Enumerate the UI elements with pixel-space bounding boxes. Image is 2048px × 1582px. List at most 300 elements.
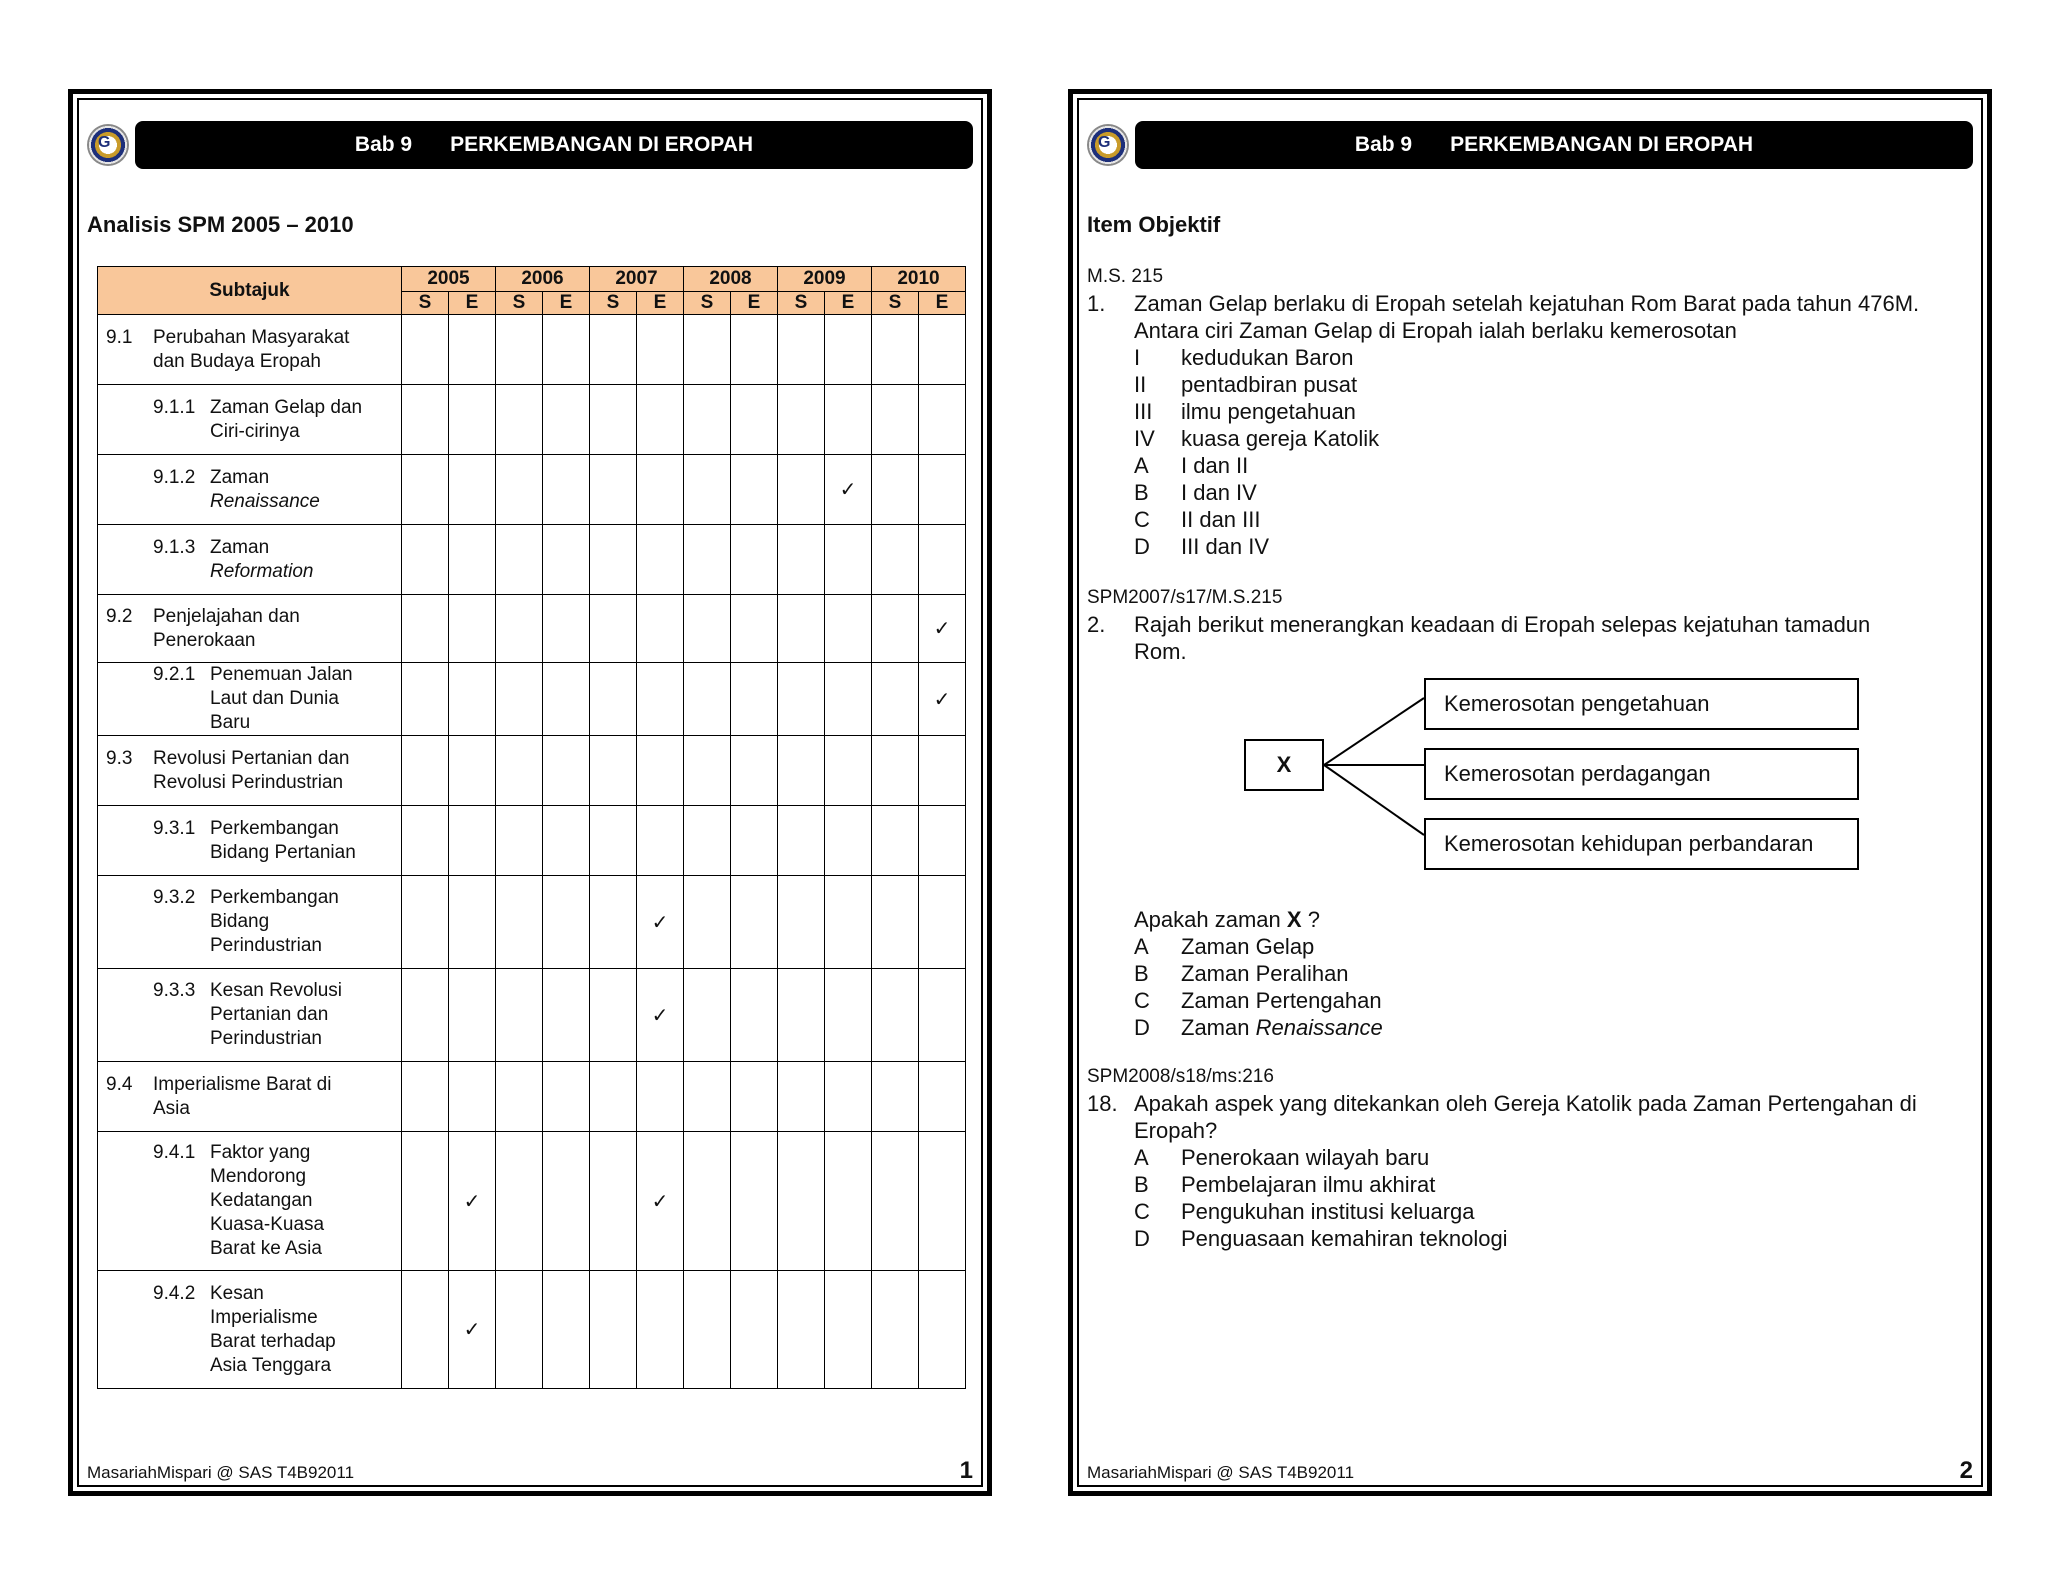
check-cell [637,525,684,595]
check-cell [449,455,496,525]
check-cell [919,525,966,595]
check-cell [919,736,966,806]
subtopic-number [98,1354,210,1378]
question-stem: Antara ciri Zaman Gelap di Eropah ialah berlaku kemerosotan [1134,318,1737,343]
chapter-title: PERKEMBANGAN DI EROPAH [1450,133,1754,156]
subtopic-text: Barat terhadap [210,1330,336,1352]
check-cell [872,1271,919,1389]
option-key: C [1134,988,1150,1013]
check-cell [919,1062,966,1132]
item-key: I [1134,345,1141,370]
check-cell [731,1271,778,1389]
option-text: Pembelajaran ilmu akhirat [1181,1172,1436,1197]
check-cell [449,736,496,806]
option-key: D [1134,534,1150,559]
table-row [98,595,966,663]
subtajuk-cell [98,736,402,806]
check-cell [402,385,449,455]
subtopic-number [98,560,210,584]
table-row [98,736,966,806]
check-cell [919,455,966,525]
check-cell [778,315,825,385]
subtopic-number [98,841,210,865]
question-stem: Apakah aspek yang ditekankan oleh Gereja Katolik pada Zaman Pertengahan di [1134,1091,1917,1116]
item-text: pentadbiran pusat [1181,372,1358,397]
check-cell [872,969,919,1062]
check-cell [731,595,778,663]
subtajuk-cell [98,385,402,455]
check-cell [919,876,966,969]
check-cell [731,1132,778,1271]
item-text: ilmu pengetahuan [1181,399,1356,424]
check-cell [872,663,919,736]
check-cell [919,663,966,736]
check-mark-icon: ✓ [651,911,669,934]
check-cell [731,876,778,969]
check-mark-icon: ✓ [933,618,951,640]
item-text: kedudukan Baron [1181,345,1354,370]
option-text: Zaman Gelap [1181,934,1315,959]
se-header: E [731,292,778,315]
check-cell [778,1062,825,1132]
subtopic-text: Asia Tenggara [210,1354,332,1376]
option-key: B [1134,1172,1149,1197]
subtajuk-cell [98,455,402,525]
check-cell [778,806,825,876]
subtopic-text: Asia [153,1097,190,1119]
check-cell [543,1132,590,1271]
page-title: Item Objektif [1087,212,1221,237]
question-source: SPM2008/s18/ms:216 [1087,1066,1274,1087]
subtopic-text: Kedatangan [210,1190,313,1211]
check-cell [872,736,919,806]
subtopic-text: Baru [210,712,251,733]
table-row [98,1271,966,1389]
check-cell [590,876,637,969]
page-1 [68,89,992,1496]
se-header: S [778,292,825,315]
check-mark-icon: ✓ [651,1190,669,1213]
question-number: 18. [1087,1091,1118,1116]
check-cell [543,315,590,385]
check-cell [543,595,590,663]
option-text: I dan II [1181,453,1249,478]
check-cell [496,455,543,525]
check-cell [590,595,637,663]
table-row [98,969,966,1062]
check-cell [543,876,590,969]
check-cell [731,736,778,806]
check-cell [731,455,778,525]
check-cell [684,385,731,455]
check-cell [496,595,543,663]
subtopic-number [98,1213,210,1237]
check-cell [449,876,496,969]
check-cell [778,736,825,806]
check-cell [872,455,919,525]
subtopic-text: Pertanian dan [210,1004,329,1025]
subtopic-text: Bidang [210,911,270,932]
question-stem: Rajah berikut menerangkan keadaan di Eropah selepas kejatuhan tamadun [1134,612,1871,637]
check-cell [402,876,449,969]
check-cell [919,315,966,385]
check-cell [684,595,731,663]
subtopic-number [98,687,210,711]
diagram-box: Kemerosotan perdagangan [1424,748,1859,800]
check-cell [684,1132,731,1271]
table-row [98,315,966,385]
subtopic-text: Renaissance [210,490,320,512]
check-cell [637,736,684,806]
subtopic-number [98,1165,210,1189]
page-number: 2 [1959,1457,1973,1484]
subtopic-text: Penjelajahan dan [153,605,300,627]
page-title: Analisis SPM 2005 – 2010 [87,212,354,237]
check-cell [590,736,637,806]
check-cell [496,876,543,969]
check-cell [449,1062,496,1132]
question-stem: Rom. [1134,639,1187,664]
check-cell [778,663,825,736]
se-header: S [590,292,637,315]
subtopic-number [98,1306,210,1330]
check-cell [590,385,637,455]
check-cell [731,969,778,1062]
year-header: 2005 [402,267,496,292]
diagram-box: Kemerosotan kehidupan perbandaran [1424,818,1859,870]
table-row [98,385,966,455]
subtopic-text: Imperialisme [210,1306,318,1328]
subtopic-text: Zaman [210,536,270,558]
check-mark-icon: ✓ [933,688,951,711]
chapter-title: PERKEMBANGAN DI EROPAH [450,133,754,156]
check-cell [872,385,919,455]
diagram-center-box: X [1244,739,1324,791]
subtopic-text: Perindustrian [210,1028,322,1049]
subtajuk-cell [98,525,402,595]
subtopic-number [98,910,210,934]
question-stem: Eropah? [1134,1118,1218,1143]
check-cell [402,1062,449,1132]
check-cell [825,595,872,663]
option-text: III dan IV [1181,534,1270,559]
chapter-header [135,121,973,169]
table-row [98,455,966,525]
option-text: I dan IV [1181,480,1257,505]
option-key: A [1134,1145,1149,1170]
option-key: D [1134,1226,1150,1251]
se-header: S [496,292,543,315]
option-key: D [1134,1015,1150,1040]
check-cell [449,525,496,595]
check-cell [825,736,872,806]
subtopic-number [98,771,153,795]
check-cell [590,455,637,525]
check-cell [684,969,731,1062]
check-cell [449,595,496,663]
option-key: B [1134,480,1149,505]
subtopic-text: Zaman Gelap dan [210,396,363,418]
check-cell [731,525,778,595]
question-source: SPM2007/s17/M.S.215 [1087,587,1283,608]
question-source: M.S. 215 [1087,266,1164,287]
check-mark-icon: ✓ [463,1190,481,1213]
check-cell [402,1132,449,1271]
subtopic-number [98,934,210,958]
subtopic-number [98,490,210,514]
subtopic-number [98,629,153,653]
option-text: Zaman Peralihan [1181,961,1349,986]
check-cell [449,969,496,1062]
subtajuk-cell [98,1062,402,1132]
check-cell [872,1062,919,1132]
check-cell [684,315,731,385]
check-cell [543,663,590,736]
check-cell [543,1271,590,1389]
chapter-number: Bab 9 [1354,133,1413,156]
item-text: kuasa gereja Katolik [1181,426,1380,451]
footer-credit: MasariahMispari @ SAS T4B92011 [87,1463,355,1482]
chapter-number: Bab 9 [354,133,413,156]
check-cell [402,663,449,736]
check-cell [402,1271,449,1389]
check-cell [778,876,825,969]
check-cell [825,806,872,876]
option-text: II dan III [1181,507,1261,532]
check-cell [825,525,872,595]
check-cell [496,315,543,385]
page-2 [1068,89,1992,1496]
subtajuk-header: Subtajuk [98,267,402,315]
check-cell [684,1271,731,1389]
check-cell [825,1271,872,1389]
check-cell [402,525,449,595]
check-cell [825,876,872,969]
check-cell [637,315,684,385]
item-key: IV [1134,426,1155,451]
check-cell [684,806,731,876]
se-header: E [825,292,872,315]
subtopic-number [98,1097,153,1121]
check-mark-icon: ✓ [651,1004,669,1027]
check-cell [684,455,731,525]
subtopic-number: 9.4 [106,1073,133,1095]
check-cell [778,1132,825,1271]
check-cell [778,595,825,663]
subtopic-number [98,1330,210,1354]
check-cell [731,806,778,876]
subtopic-number [98,1237,210,1261]
check-cell [825,663,872,736]
check-cell [684,1062,731,1132]
subtopic-text: Kesan [210,1282,264,1304]
check-cell [919,385,966,455]
check-cell [825,315,872,385]
check-cell [778,455,825,525]
subtopic-text: Reformation [210,560,314,582]
table-row [98,1062,966,1132]
check-cell [684,525,731,595]
check-cell [590,315,637,385]
check-mark-icon: ✓ [463,1319,481,1341]
analysis-table [97,266,966,1389]
check-cell [449,1271,496,1389]
subtajuk-cell [98,1271,402,1389]
check-cell [496,1062,543,1132]
check-cell [637,385,684,455]
check-cell [731,663,778,736]
diagram-box: Kemerosotan pengetahuan [1424,678,1859,730]
subtopic-number: 9.4.2 [153,1282,196,1304]
check-cell [590,1271,637,1389]
item-key: III [1134,399,1153,424]
subtopic-text: Perkembangan [210,887,339,908]
table-row [98,663,966,736]
check-cell [590,663,637,736]
check-cell [637,1271,684,1389]
check-cell [637,455,684,525]
table-row [98,806,966,876]
subtopic-number: 9.3 [106,747,133,769]
check-cell [590,969,637,1062]
check-cell [449,1132,496,1271]
check-cell [637,969,684,1062]
subtopic-text: Kesan Revolusi [210,980,343,1001]
subtopic-number [98,1003,210,1027]
subtopic-number: 9.4.1 [153,1142,196,1163]
check-cell [496,1132,543,1271]
subtajuk-cell [98,806,402,876]
subtajuk-cell [98,1132,402,1271]
subtopic-text: Revolusi Perindustrian [153,771,344,793]
question-number: 2. [1087,612,1106,637]
year-header: 2006 [496,267,590,292]
option-text: Penerokaan wilayah baru [1181,1145,1430,1170]
subtopic-number: 9.3.2 [153,887,196,908]
subtopic-text: Penerokaan [153,629,256,651]
subtajuk-cell [98,876,402,969]
check-cell [496,385,543,455]
question-prompt: Apakah zaman X ? [1134,907,1320,932]
subtopic-text: Barat ke Asia [210,1238,322,1259]
check-cell [872,1132,919,1271]
check-cell [496,1271,543,1389]
check-cell [778,969,825,1062]
check-cell [402,315,449,385]
check-cell [872,876,919,969]
subtopic-text: Mendorong [210,1166,307,1187]
table-row [98,876,966,969]
check-cell [449,663,496,736]
check-cell [637,1132,684,1271]
check-cell [778,385,825,455]
check-cell [637,806,684,876]
check-cell [496,736,543,806]
subtopic-number: 9.3.3 [153,980,196,1001]
subtopic-number [98,420,210,444]
check-cell [496,806,543,876]
subtopic-number: 9.1.3 [153,536,196,558]
subtopic-text: Kuasa-Kuasa [210,1214,325,1235]
se-header: S [402,292,449,315]
se-header: E [637,292,684,315]
subtopic-number: 9.1.2 [153,466,196,488]
check-cell [825,385,872,455]
subtajuk-cell [98,595,402,663]
check-cell [825,1062,872,1132]
subtopic-number [98,1027,210,1051]
check-cell [543,455,590,525]
footer-credit: MasariahMispari @ SAS T4B92011 [1087,1463,1355,1482]
subtopic-number [98,1189,210,1213]
question-number: 1. [1087,291,1106,316]
check-cell [590,1062,637,1132]
check-cell [543,1062,590,1132]
se-header: E [919,292,966,315]
subtopic-text: Laut dan Dunia [210,688,339,709]
option-key: C [1134,1199,1150,1224]
item-key: II [1134,372,1147,397]
check-cell [402,595,449,663]
check-cell [872,525,919,595]
check-cell [543,385,590,455]
check-cell [684,663,731,736]
subtopic-number [98,350,153,374]
year-header: 2007 [590,267,684,292]
check-cell [496,663,543,736]
check-cell [684,876,731,969]
check-cell [825,969,872,1062]
check-cell [590,1132,637,1271]
subtajuk-cell [98,969,402,1062]
table-row [98,1132,966,1271]
check-cell [590,806,637,876]
option-key: A [1134,934,1149,959]
subtopic-text: Perubahan Masyarakat [153,326,350,348]
check-cell [402,969,449,1062]
check-cell [402,736,449,806]
subtopic-text: Ciri-cirinya [210,420,300,442]
subtopic-number: 9.2 [106,605,133,627]
check-cell [684,736,731,806]
check-cell [731,1062,778,1132]
check-cell [543,525,590,595]
check-cell [872,595,919,663]
table-row [98,525,966,595]
check-cell [919,806,966,876]
check-cell [731,385,778,455]
check-cell [825,455,872,525]
check-cell [637,876,684,969]
option-text: Zaman Renaissance [1181,1015,1383,1040]
year-header: 2009 [778,267,872,292]
check-cell [637,595,684,663]
check-cell [402,455,449,525]
option-key: A [1134,453,1149,478]
subtopic-number: 9.1.1 [153,396,196,418]
subtopic-text: dan Budaya Eropah [153,350,321,372]
check-mark-icon: ✓ [839,479,857,501]
subtopic-number [98,711,210,735]
subtopic-text: Perindustrian [210,935,322,956]
subtopic-text: Zaman [210,466,270,488]
check-cell [543,969,590,1062]
check-cell [449,806,496,876]
option-text: Pengukuhan institusi keluarga [1181,1199,1475,1224]
check-cell [872,806,919,876]
check-cell [731,315,778,385]
check-cell [637,1062,684,1132]
